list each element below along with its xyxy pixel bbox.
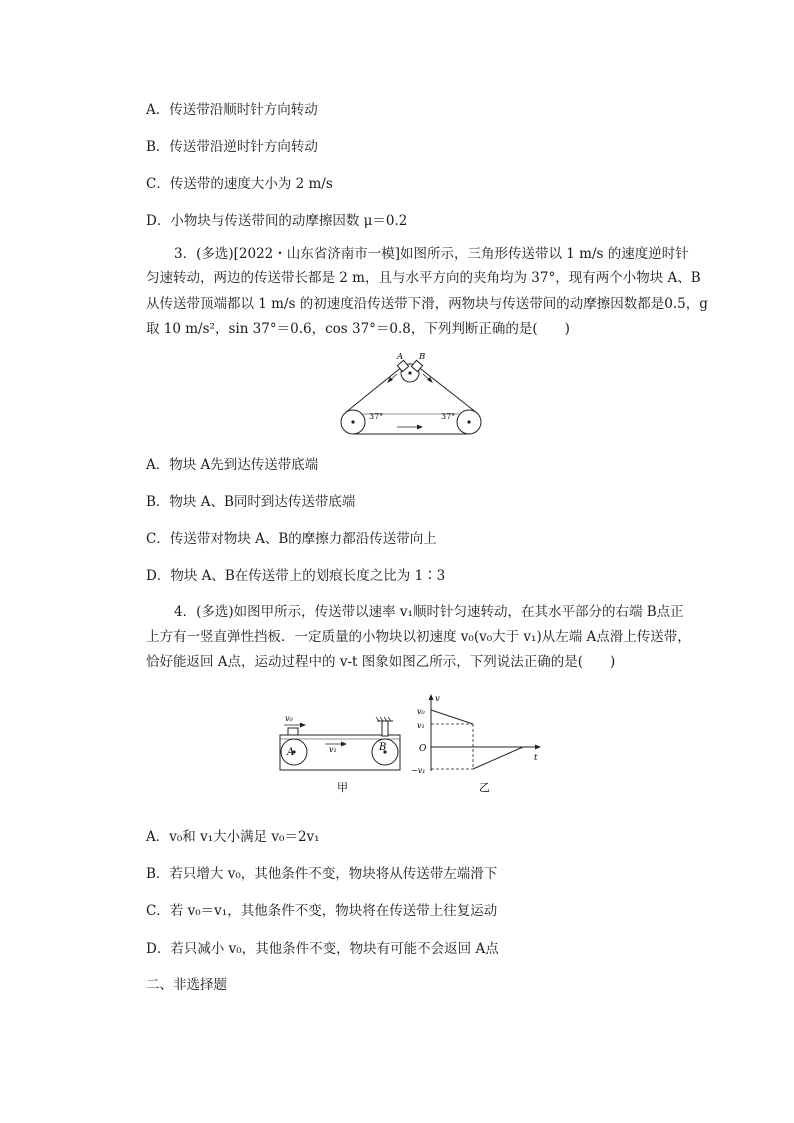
q3-stem-line1: 3．(多选)[2022・山东省济南市一模]如图所示，三角形传送带以 1 m/s 的速度逆时针: [174, 246, 689, 262]
q4-option-b: B．若只增大 v₀，其他条件不变，物块将从传送带左端滑下: [146, 866, 498, 882]
q3-option-a: A．物块 A先到达传送带底端: [146, 457, 319, 473]
q4-figure-axis-t: t: [534, 753, 538, 763]
q2-option-c: C．传送带的速度大小为 2 m/s: [146, 176, 333, 192]
q4-figure-tick-neg-v1: −v₁: [411, 766, 426, 775]
q3-option-c: C．传送带对物块 A、B的摩擦力都沿传送带向上: [146, 531, 437, 547]
q3-figure-triangle-conveyor: [335, 352, 495, 438]
q4-option-a: A．v₀和 v₁大小满足 v₀＝2v₁: [146, 829, 320, 845]
q3-stem-line4: 取 10 m/s²，sin 37°＝0.6，cos 37°＝0.8，下列判断正确的是( ): [146, 321, 570, 337]
q4-figure-label-v0: v₀: [285, 714, 293, 723]
q2-option-b: B．传送带沿逆时针方向转动: [146, 139, 318, 155]
q3-figure-angle-left: 37°: [369, 412, 384, 421]
q4-stem-line2: 上方有一竖直弹性挡板．一定质量的小物块以初速度 v₀(v₀大于 v₁)从左端 A点滑上传送带，: [146, 629, 691, 645]
q4-figure-label-a: A: [287, 747, 295, 758]
q4-option-c: C．若 v₀＝v₁，其他条件不变，物块将在传送带上往复运动: [146, 903, 498, 919]
q4-figure: [275, 690, 550, 800]
q4-figure-label-v1: v₁: [329, 745, 337, 754]
q2-option-a: A．传送带沿顺时针方向转动: [146, 102, 318, 118]
q3-figure-label-a: A: [397, 352, 404, 362]
q4-stem-line3: 恰好能返回 A点，运动过程中的 v-t 图象如图乙所示，下列说法正确的是( ): [146, 654, 616, 670]
section-title: 二、非选择题: [146, 977, 227, 993]
q3-option-d: D．物块 A、B在传送带上的划痕长度之比为 1∶3: [146, 568, 446, 584]
q4-figure-label-b: B: [379, 742, 387, 753]
q4-stem-line1: 4．(多选)如图甲所示，传送带以速率 v₁顺时针匀速转动，在其水平部分的右端 B点正: [174, 604, 684, 620]
q3-stem-line3: 从传送带顶端都以 1 m/s 的初速度沿传送带下滑，两物块与传送带间的动摩擦因数都是0.5，g: [146, 296, 708, 312]
q3-option-b: B．物块 A、B同时到达传送带底端: [146, 494, 356, 510]
q2-option-d: D．小物块与传送带间的动摩擦因数 μ＝0.2: [146, 213, 408, 229]
q4-figure-caption-right: 乙: [479, 781, 490, 794]
q4-figure-caption-left: 甲: [337, 781, 348, 794]
q3-figure-angle-right: 37°: [441, 412, 456, 421]
q4-figure-tick-v1: v₁: [417, 721, 425, 730]
q4-figure-axis-v: v: [435, 694, 440, 704]
q4-figure-tick-o: O: [419, 744, 427, 754]
q3-figure-label-b: B: [419, 352, 426, 362]
q4-figure-tick-v0: v₀: [417, 707, 425, 716]
q3-stem-line2: 匀速转动，两边的传送带长都是 2 m，且与水平方向的夹角均为 37°，现有两个小物块 A、B: [146, 270, 701, 286]
q4-option-d: D．若只减小 v₀，其他条件不变，物块有可能不会返回 A点: [146, 941, 499, 957]
